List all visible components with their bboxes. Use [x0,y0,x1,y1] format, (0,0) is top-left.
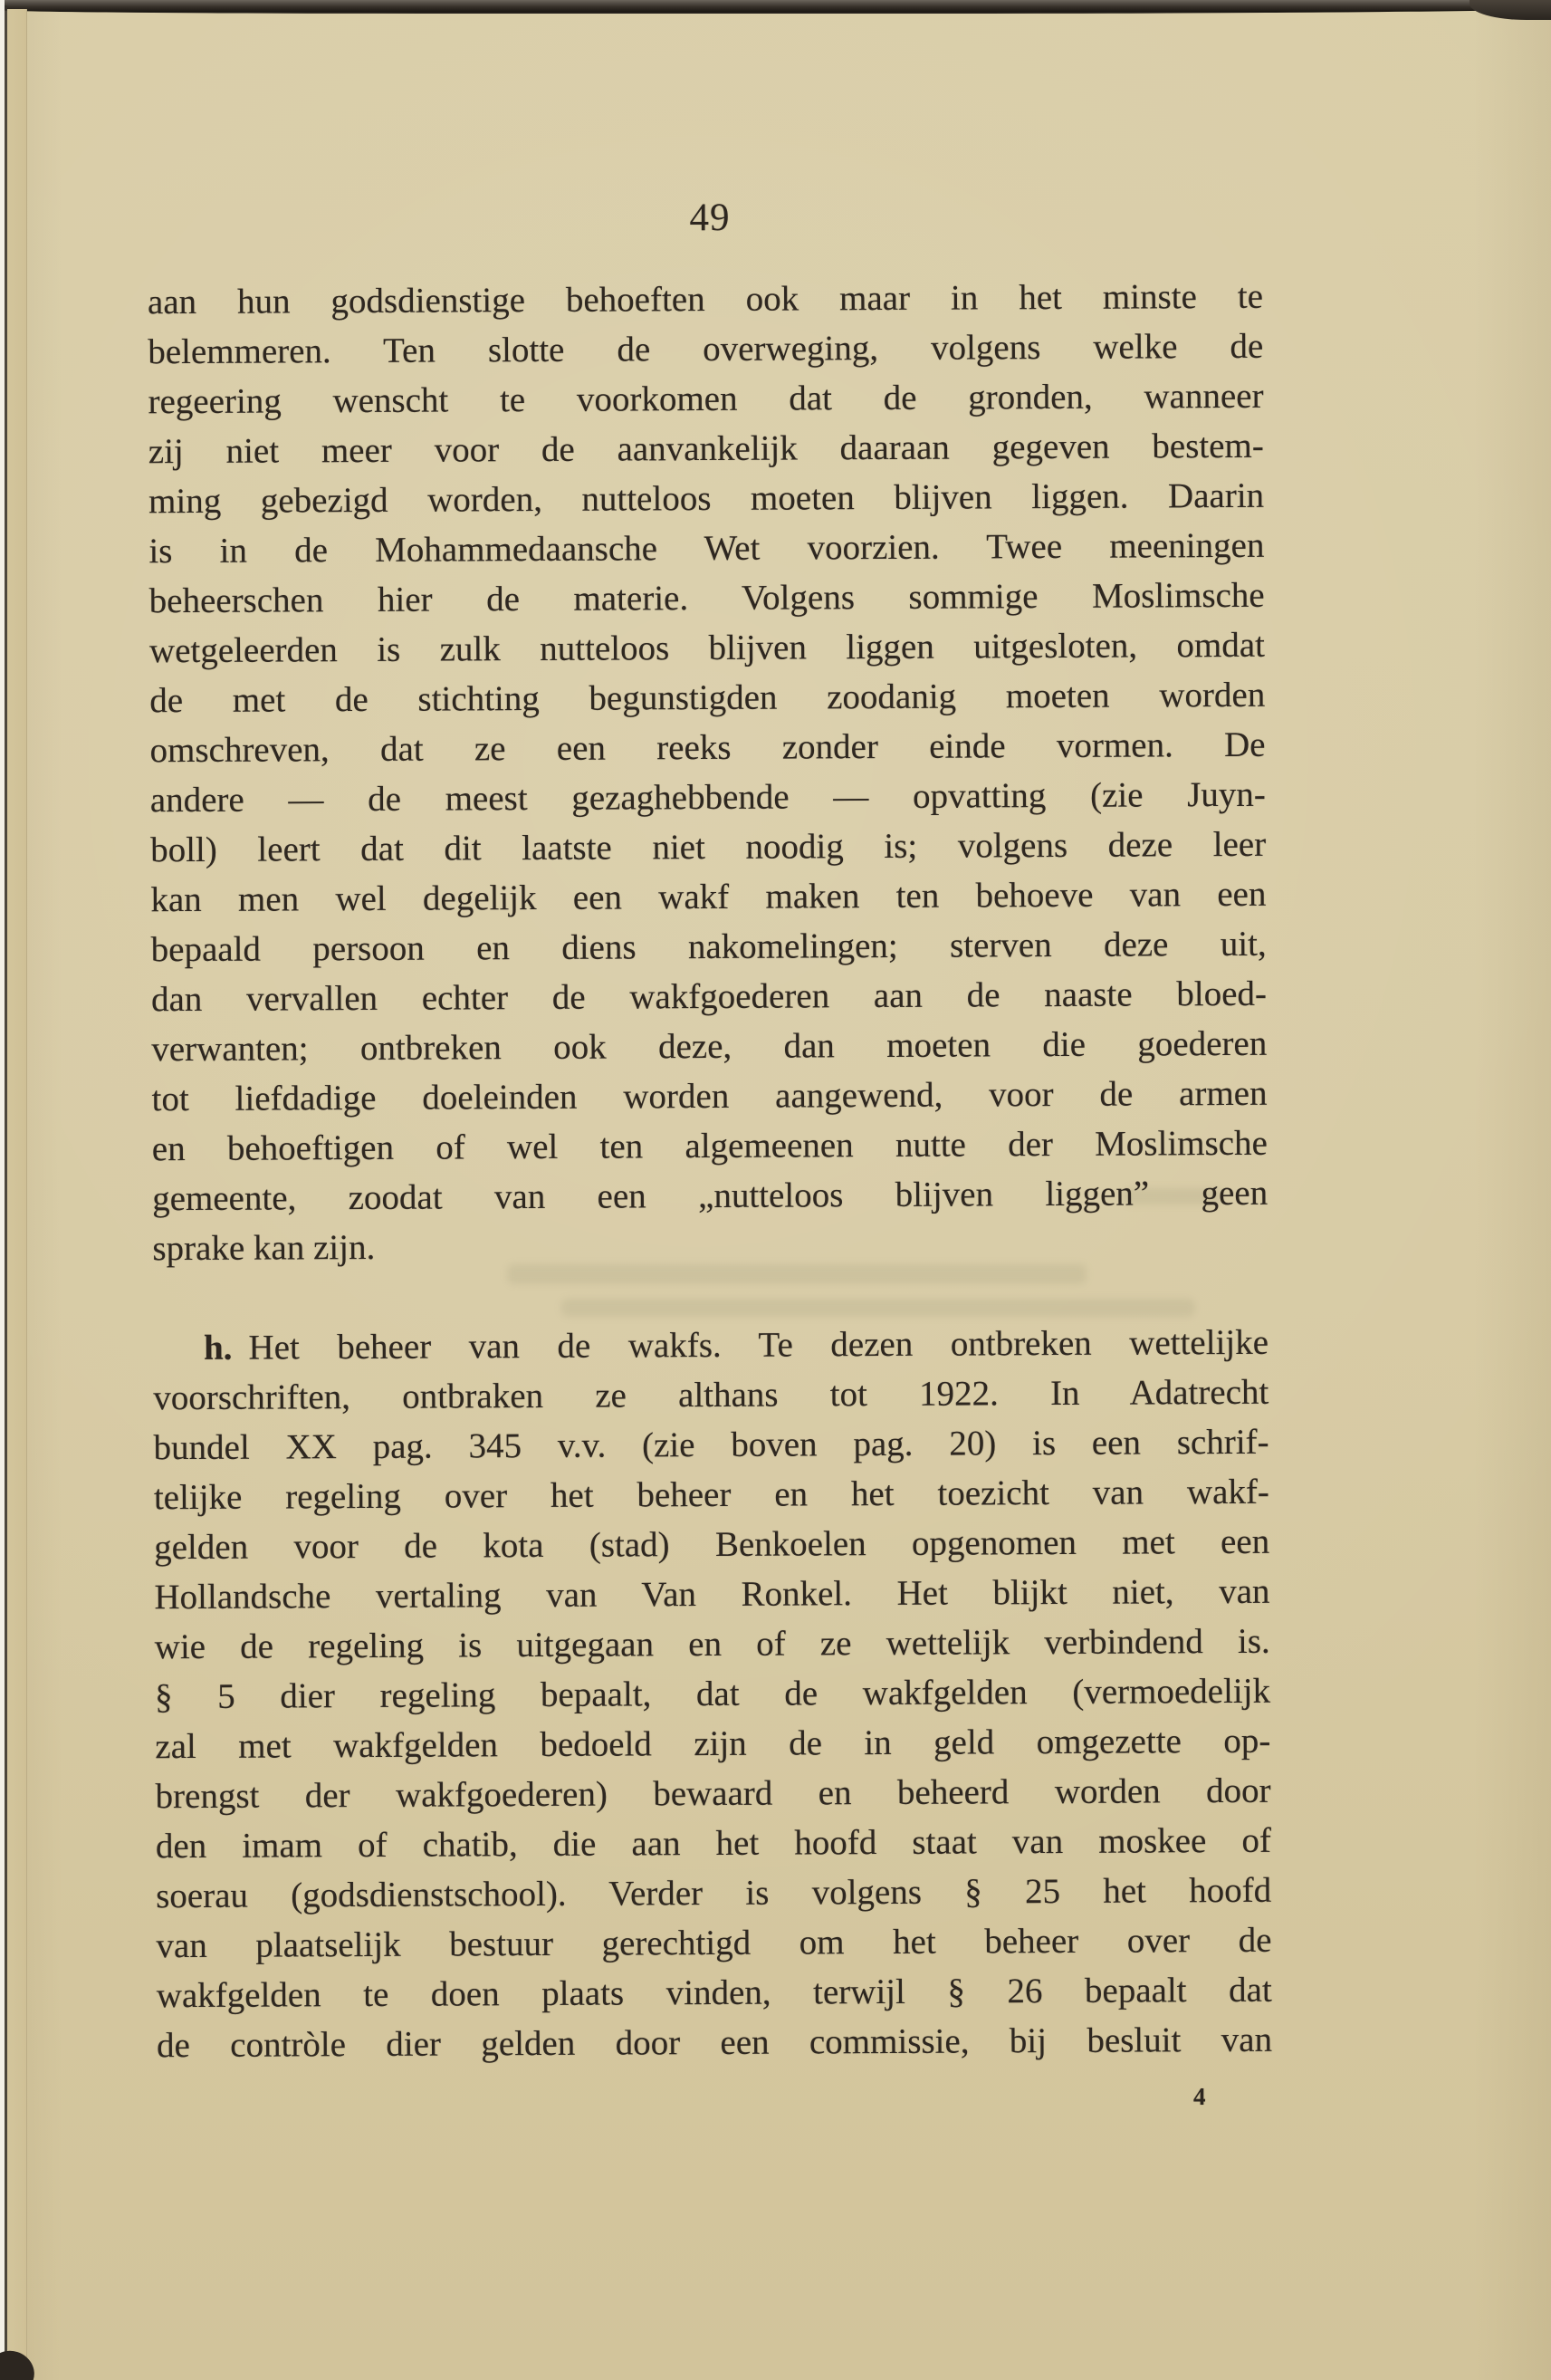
text-line: brengst der wakfgoederen) bewaard en beheerd worden door [155,1771,1271,1817]
book-top-edge [0,0,1551,14]
text-line: telijke regeling over het beheer en het toezicht van wakf- [153,1472,1269,1518]
text-line: ming gebezigd worden, nutteloos moeten blijven liggen. Daarin [148,475,1265,522]
text-line: beheerschen hier de materie. Volgens sommige Moslimsche [148,575,1265,621]
text-line: kan men wel degelijk een wakf maken ten behoeve van een [150,874,1267,920]
text-line: § 5 dier regeling bepaalt, dat de wakfgelden (vermoedelijk [154,1671,1271,1717]
text-line: zij niet meer voor de aanvankelijk daaraan gegeven bestem- [148,426,1264,472]
page-number: 49 [689,197,731,239]
text-line: aan hun godsdienstige behoeften ook maar in het minste te [147,276,1264,322]
text-line: zal met wakfgelden bedoeld zijn de in geld omgezette op- [155,1721,1271,1767]
text-line: voorschriften, ontbraken ze althans tot 1922. In Adatrecht [153,1372,1269,1418]
book-top-right-corner [1470,0,1551,20]
text-line: tot liefdadige doeleinden worden aangewend, voor de armen [151,1073,1268,1119]
text-line: Hollandsche vertaling van Van Ronkel. Het blijkt niet, van [154,1571,1270,1617]
text-line: sprake kan zijn. [152,1227,376,1269]
text-line: wetgeleerden is zulk nutteloos blijven liggen uitgesloten, omdat [148,625,1266,671]
text-line: bepaald persoon en diens nakomelingen; sterven deze uit, [150,924,1267,970]
paragraph [148,272,1269,1273]
text-line: belemmeren. Ten slotte de overweging, volgens welke de [148,326,1264,372]
text-line: de contròle dier gelden door een commissie, bij besluit van [156,2020,1273,2066]
text-line-rest: Het beheer van de wakfs. Te dezen ontbreken wettelijke [248,1322,1269,1368]
page-stack-edge [7,9,27,2380]
text-line: bundel XX pag. 345 v.v. (zie boven pag. 20) is een schrif- [153,1422,1269,1468]
text-line: de met de stichting begunstigden zoodanig moeten worden [149,675,1266,721]
text-line: soerau (godsdienstschool). Verder is volgens § 25 het hoofd [156,1870,1272,1916]
text-line: den imam of chatib, die aan het hoofd staat van moskee of [155,1820,1271,1867]
text-line: gemeente, zoodat van een „nutteloos blijven liggen” geen [152,1173,1269,1219]
text-line [153,1318,1269,1373]
text-line: dan vervallen echter de wakfgoederen aan de naaste bloed- [150,974,1268,1020]
text-line: omschreven, dat ze een reeks zonder einde vormen. De [149,725,1266,771]
text-line: gelden voor de kota (stad) Benkoelen opgenomen met een [154,1521,1270,1568]
text-line: en behoeftigen of wel ten algemeenen nutte der Moslimsche [151,1123,1268,1169]
section-letter: h. [203,1328,233,1368]
text-line: van plaatselijk bestuur gerechtigd om het beheer over de [156,1920,1272,1966]
body-text [148,272,1272,2070]
text-line: andere — de meest gezaghebbende — opvatting (zie Juyn- [149,774,1266,821]
text-line: is in de Mohammedaansche Wet voorzien. Twee meeningen [148,525,1265,571]
text-line: wakfgelden te doen plaats vinden, terwijl § 26 bepaalt dat [156,1970,1272,2016]
text-line: boll) leert dat dit laatste niet noodig is; volgens deze leer [150,824,1267,870]
signature-mark: 4 [1193,2083,1206,2110]
paragraph [153,1318,1272,2070]
text-line: verwanten; ontbreken ook deze, dan moeten die goederen [151,1023,1268,1070]
text-line: wie de regeling is uitgegaan en of ze wettelijk verbindend is. [154,1621,1270,1667]
text-line: regeering wenscht te voorkomen dat de gronden, wanneer [148,376,1264,422]
